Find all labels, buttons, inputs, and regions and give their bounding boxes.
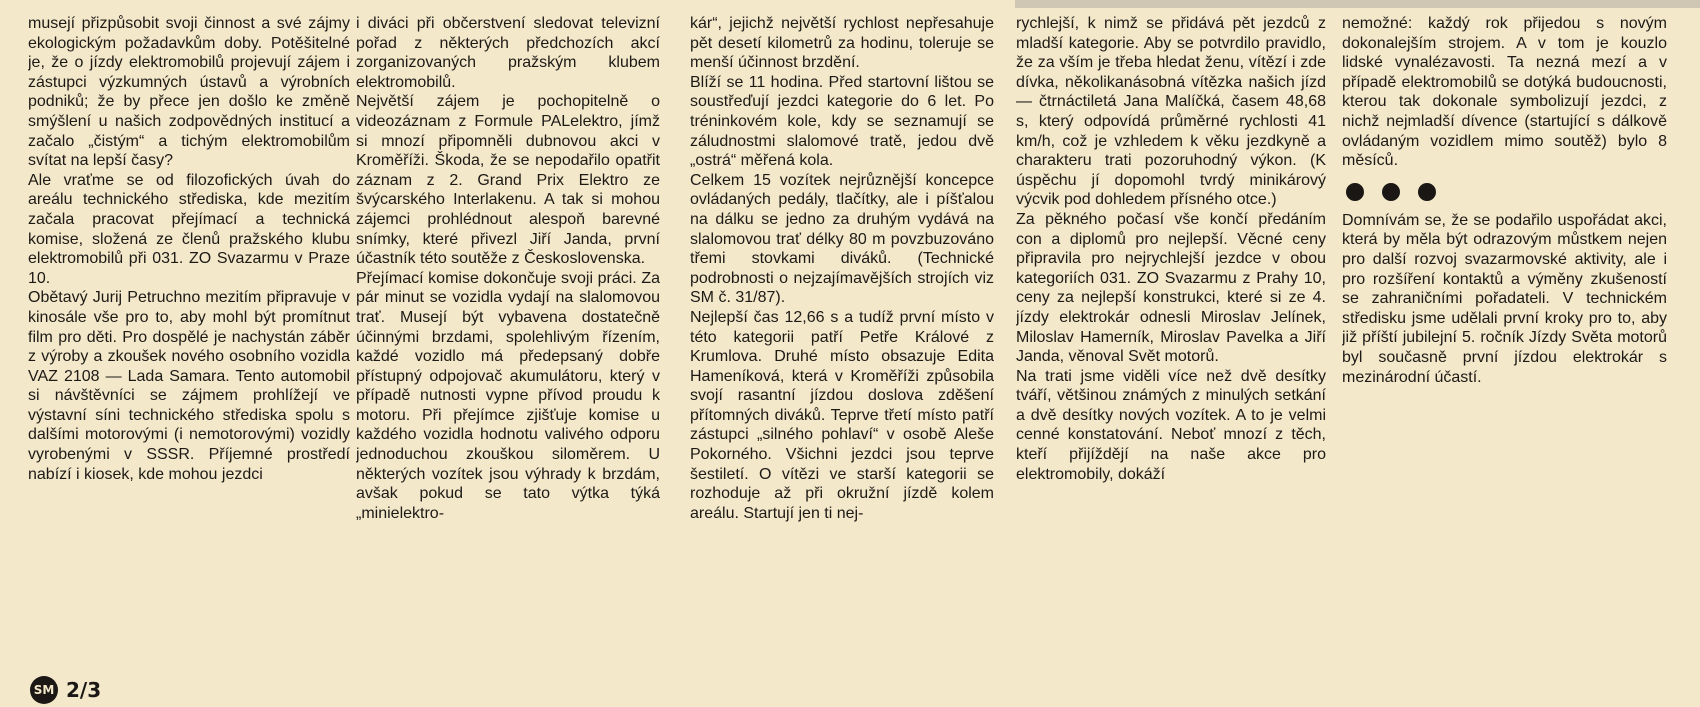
text-column-3 [690, 14, 994, 674]
paragraph: i diváci při občerstvení sledovat televizní pořad z některých předchozích akcí zorganizovaných pražským klubem elektromobilů. [356, 15, 660, 91]
bullet-icon [1346, 183, 1364, 201]
text-column-1 [28, 14, 350, 674]
text-column-4 [1016, 14, 1326, 674]
paragraph: musejí přizpůsobit svoji činnost a své zájmy ekologickým požadavkům doby. Potěšitelné je, že o jízdy elektromobilů projevují zájem i zástupci výzkumných ústavů a výrobních podniků; že by přece jen došlo ke změně smýšlení u našich zodpovědných institucí a začalo „čistým“ a tichým elektromobilům svítat na lepší časy? [28, 15, 350, 170]
page-number: 2/3 [66, 678, 102, 702]
paragraph: Přejímací komise dokončuje svoji práci. Za pár minut se vozidla vydají na slalomovou trať. Musejí být vybavena dostatečně účinnými brzdami, spolehlivým řízením, každé vozidlo má předepsaný dobře přístupný odpojovač akumulátoru, který v případě nutnosti vypne přívod proudu k motoru. Při přejímce zjišťuje komise u každého vozidla hodnotu valivého odporu jednoduchou zkouškou siloměrem. U některých vozítek jsou výhrady k brzdám, avšak pokud se tato výtka týká „minielektro- [356, 269, 660, 522]
text-column-5 [1342, 14, 1667, 674]
header-band [1015, 0, 1700, 8]
bullet-icon [1418, 183, 1436, 201]
paragraph: Blíží se 11 hodina. Před startovní lištou se soustřeďují jezdci kategorie do 6 let. Po tréninkovém kole, kdy se seznamují se záludnostmi slalomové tratě, jedou dvě „ostrá“ měřená kola. [690, 73, 994, 170]
paragraph: Největší zájem je pochopitelně o videozáznam z Formule PALelektro, jímž si mnozí připomněli dubnovou akci v Kroměříži. Škoda, že se nepodařilo opatřit záznam z 2. Grand Prix Elektro ze švýcarského Interlakenu. A tak si mohou zájemci prohlédnout alespoň barevné snímky, které přivezl Jiří Janda, první účastník této soutěže z Československa. [356, 93, 660, 268]
paragraph: kár“, jejichž největší rychlost nepřesahuje pět desetí kilometrů za hodinu, toleruje se menší účinnost brzdění. [690, 15, 994, 72]
paragraph: rychlejší, k nimž se přidává pět jezdců z mladší kategorie. Aby se potvrdilo pravidlo, že za vším je třeba hledat ženu, vítězí i zde dívka, několikanásobná vítězka našich jízd — čtrnáctiletá Jana Malíčká, časem 48,68 s, který odpovídá průměrné rychlosti 41 km/h, což je vzhledem k věku jezdkyně a charakteru trati pozoruhodný výkon. (K úspěchu jí dopomohl tvrdý minikárový výcvik pod dohledem přísného otce.) [1016, 15, 1326, 209]
paragraph: Nejlepší čas 12,66 s a tudíž první místo v této kategorii patří Petře Králové z Krumlova. Druhé místo obsazuje Edita Hameníková, která v Kroměříži způsobila svojí rasantní jízdou doslova zděšení přítomných diváků. Teprve třetí místo patří zástupci „silného pohlaví“ v osobě Aleše Pokorného. Všichni jezdci jsou teprve šestiletí. O vítězi ve starší kategorii se rozhoduje až při okružní jízdě kolem areálu. Startují jen ti nej- [690, 308, 994, 522]
bullet-icon [1382, 183, 1400, 201]
headline-strip [0, 0, 1700, 10]
paragraph: Ale vraťme se od filozofických úvah do areálu technického střediska, kde mezitím začala pracovat přejímací a technická komise, složená ze členů pražského klubu elektromobilů při 031. ZO Svazarmu v Praze 10. [28, 171, 350, 287]
section-separator [1346, 183, 1667, 201]
paragraph: Za pěkného počasí vše končí předáním con a diplomů pro nejlepší. Věcné ceny připravila pro nejrychlejší jezdce v obou kategoriích 031. ZO Svazarmu z Prahy 10, ceny za nejlepší konstrukci, které si ze 4. jízdy elektrokár odnesli Miroslav Jelínek, Miloslav Hamerník, Miroslav Pavelka a Jiří Janda, věnoval Svět motorů. [1016, 210, 1326, 366]
magazine-logo-icon: SM [30, 676, 58, 704]
paragraph: nemožné: každý rok přijedou s novým dokonalejším strojem. A v tom je kouzlo lidské vynalézavosti. Ta nezná mezí a v případě elektromobilů se dotýká budoucnosti, kterou tak dokonale symbolizují jezdci, z nichž nejmladší dívence (startující s dálkově ovládaným vozidlem mimo soutěž) bylo 8 měsíců. [1342, 15, 1667, 170]
paragraph: Obětavý Jurij Petruchno mezitím připravuje v kinosále vše pro to, aby mohl být promítnut film pro děti. Pro dospělé je nachystán záběr z výroby a zkoušek nového osobního vozidla VAZ 2108 — Lada Samara. Tento automobil si návštěvníci se zájmem prohlížejí ve výstavní síni technického střediska spolu s dalšími motorovými (i nemotorovými) vozidly vyrobenými v SSSR. Příjemné prostředí nabízí i kiosek, kde mohou jezdci [28, 289, 350, 483]
paragraph: Na trati jsme viděli více než dvě desítky tváří, většinou známých z minulých setkání a dvě desítky nových vozítek. A to je velmi cenné konstatování. Neboť mnozí z těch, kteří přijíždějí na naše akce pro elektromobily, dokáží [1016, 367, 1326, 483]
page-footer [30, 676, 101, 704]
paragraph: Celkem 15 vozítek nejrůznější koncepce ovládaných pedály, tlačítky, ale i píšťalou na dálku se jedno za druhým vydává na slalomovou trať délky 80 m povzbuzováno třemi stovkami diváků. (Technické podrobnosti o nejzajímavějších strojích viz SM č. 31/87). [690, 171, 994, 307]
text-column-2 [356, 14, 660, 674]
paragraph: Domnívám se, že se podařilo uspořádat akci, která by měla být odrazovým můstkem nejen pro další rozvoj svazarmovské aktivity, ale i pro rozšíření kontaktů a výměny zkušeností se zahraničními pořadateli. V technickém středisku jsme udělali první kroky pro to, aby již příští jubilejní 5. ročník Jízdy Světa motorů byl současně první jízdou elektrokár s mezinárodní účastí. [1342, 211, 1667, 386]
